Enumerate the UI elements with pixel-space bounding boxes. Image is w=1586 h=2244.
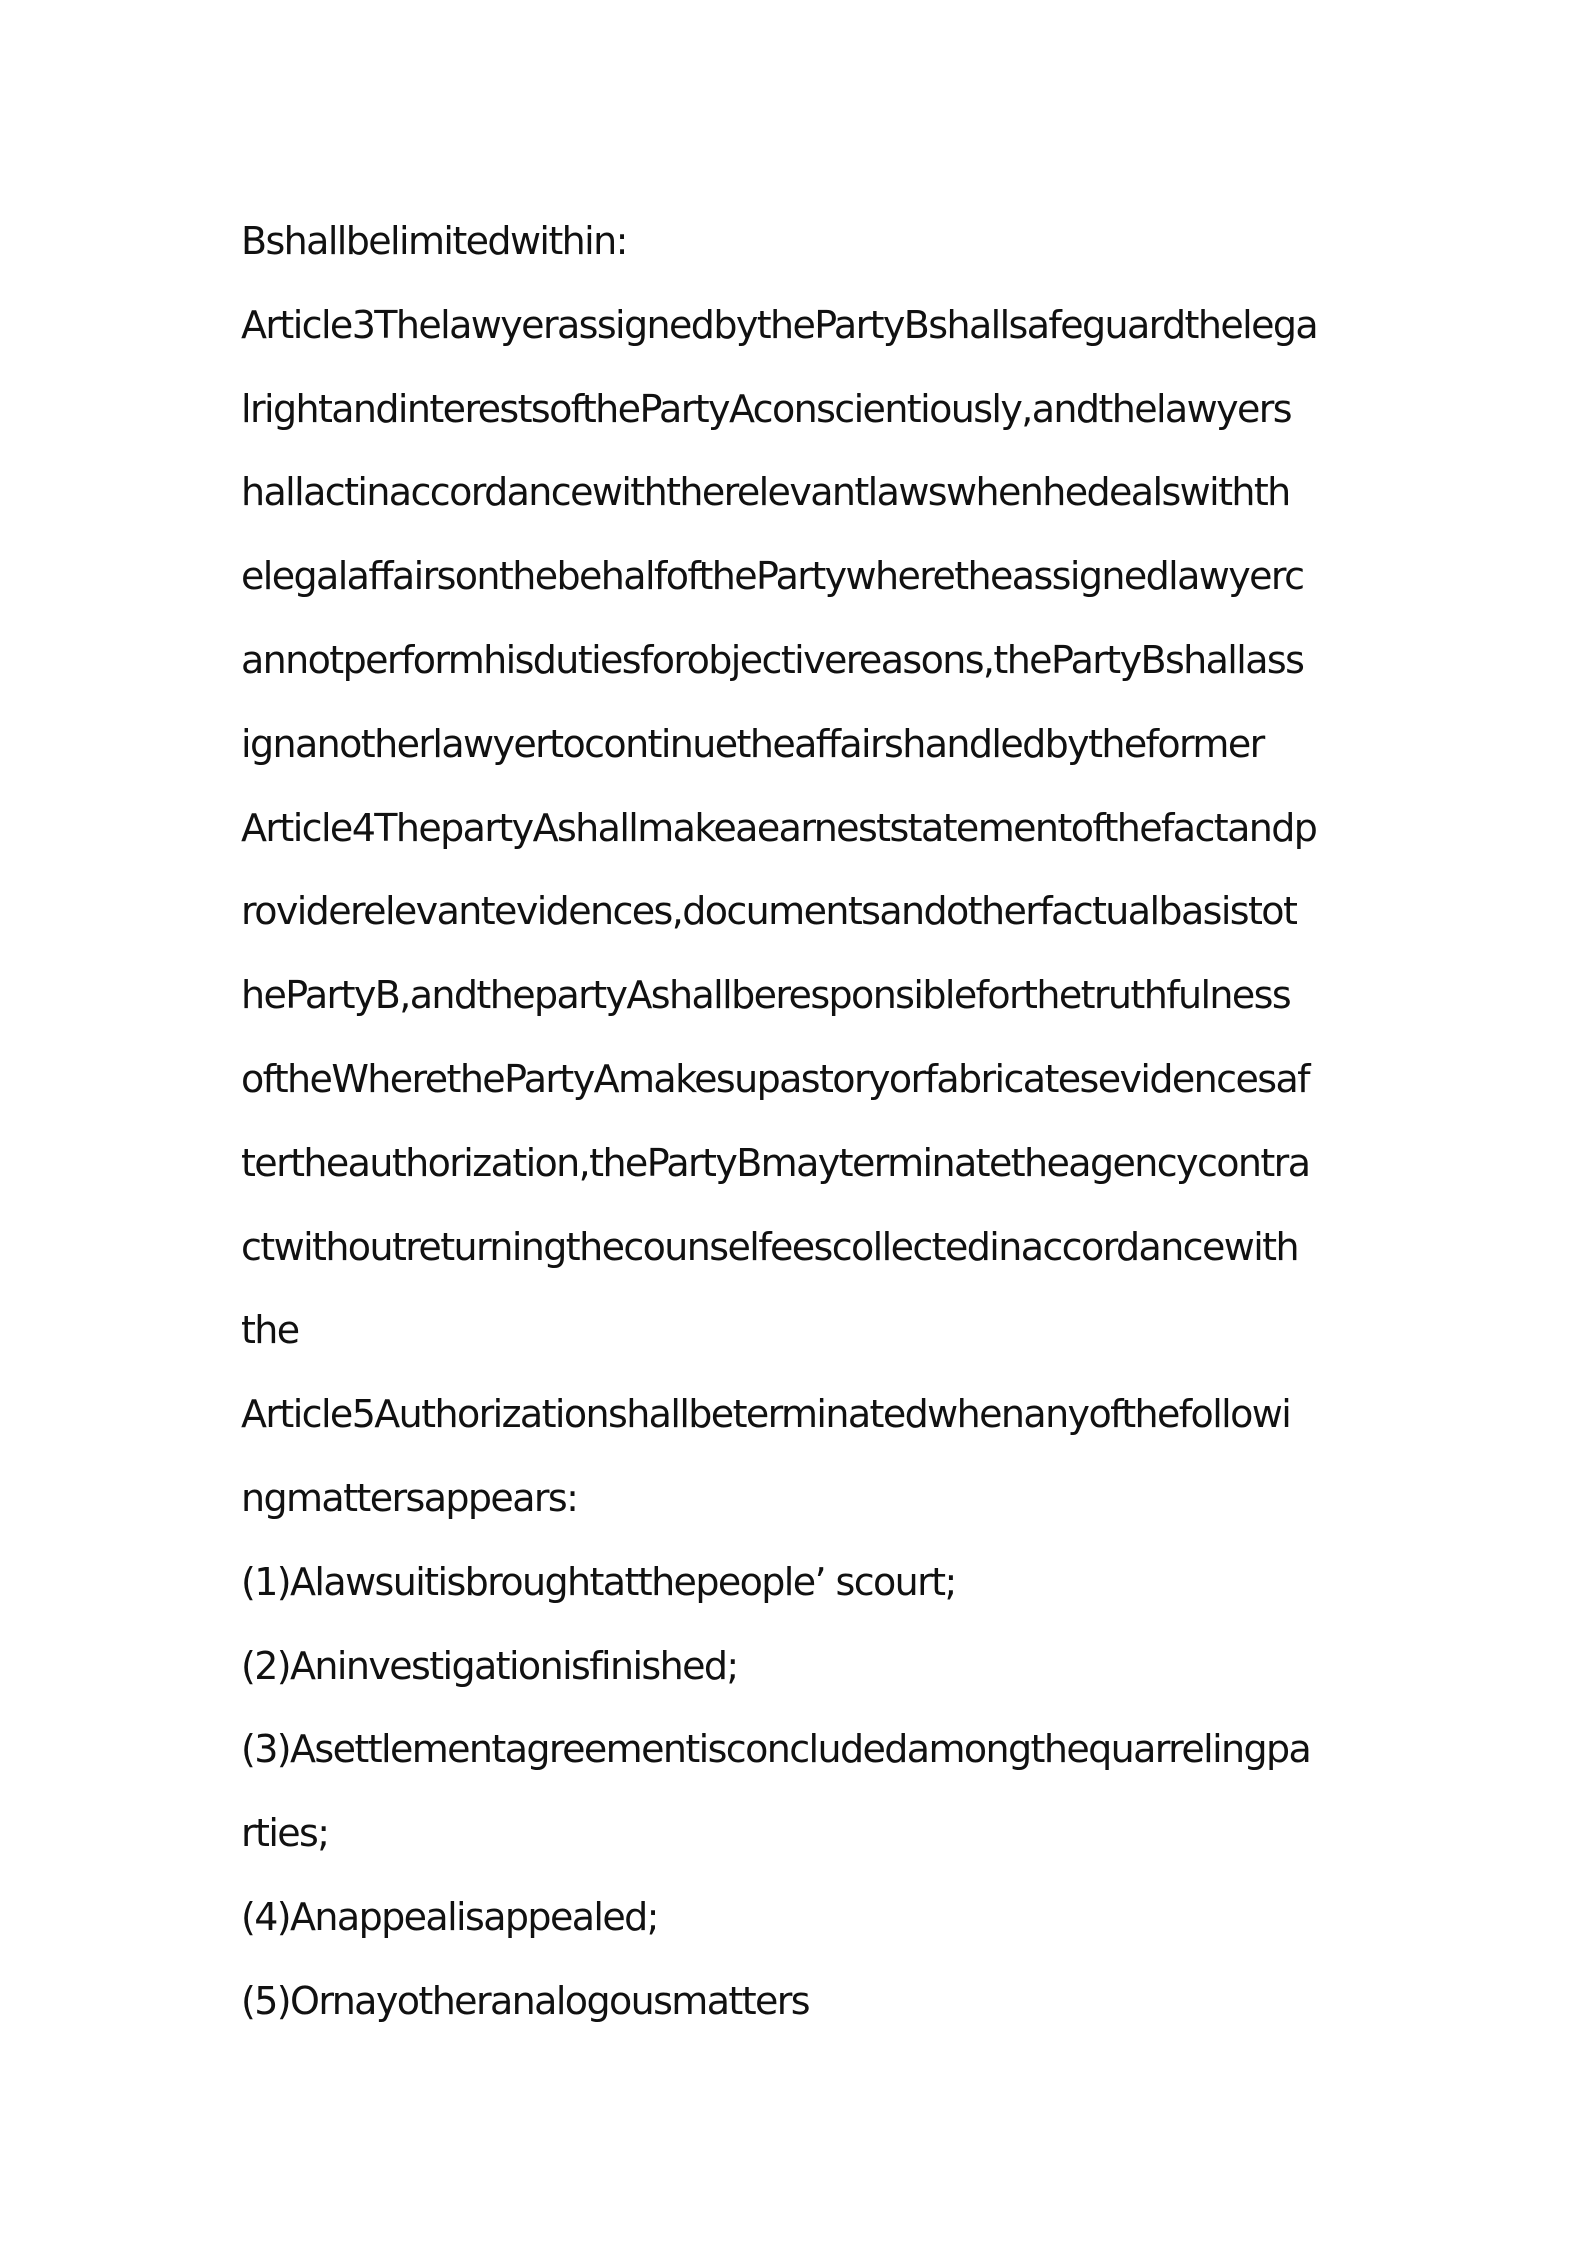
text-line: Article4ThepartyAshallmakeaearneststatementofthefactandp xyxy=(241,805,1317,850)
list-item: rties; xyxy=(241,1811,329,1856)
text-line: ctwithoutreturningthecounselfeescollectedinaccordancewith xyxy=(241,1224,1298,1269)
list-item: (1)Alawsuitisbroughtatthepeople’ scourt; xyxy=(241,1559,956,1604)
text-line: hePartyB,andthepartyAshallberesponsibleforthetruthfulness xyxy=(241,973,1291,1018)
text-line: Article5Authorizationshallbeterminatedwhenanyofthefollowi xyxy=(241,1392,1291,1437)
document-body xyxy=(241,200,1361,2044)
text-line: Bshallbelimitedwithin: xyxy=(241,219,627,263)
text-line: elegalaffairsonthebehalfofthePartywheretheassignedlawyerc xyxy=(241,554,1304,599)
text-line: roviderelevantevidences,documentsandotherfactualbasistot xyxy=(241,889,1297,934)
list-item: (5)Ornayotheranalogousmatters xyxy=(241,1978,810,2023)
text-line: the xyxy=(241,1308,299,1353)
text-line: tertheauthorization,thePartyBmayterminatetheagencycontra xyxy=(241,1140,1310,1185)
text-line: annotperformhisdutiesforobjectivereasons,thePartyBshallass xyxy=(241,637,1304,682)
list-item: (3)Asettlementagreementisconcludedamongthequarrelingpa xyxy=(241,1727,1311,1772)
text-line: ngmattersappears: xyxy=(241,1475,578,1520)
list-item: (4)Anappealisappealed; xyxy=(241,1894,658,1939)
text-line: lrightandinterestsofthePartyAconscientiously,andthelawyers xyxy=(241,386,1291,431)
text-line: oftheWherethePartyAmakesupastoryorfabricatesevidencesaf xyxy=(241,1056,1309,1101)
text-line: hallactinaccordancewiththerelevantlawswhenhedealswithth xyxy=(241,470,1290,515)
text-line: ignanotherlawyertocontinuetheaffairshandledbytheformer xyxy=(241,721,1264,766)
text-line: Article3ThelawyerassignedbythePartyBshallsafeguardthelega xyxy=(241,302,1318,347)
list-item: (2)Aninvestigationisfinished; xyxy=(241,1643,738,1688)
